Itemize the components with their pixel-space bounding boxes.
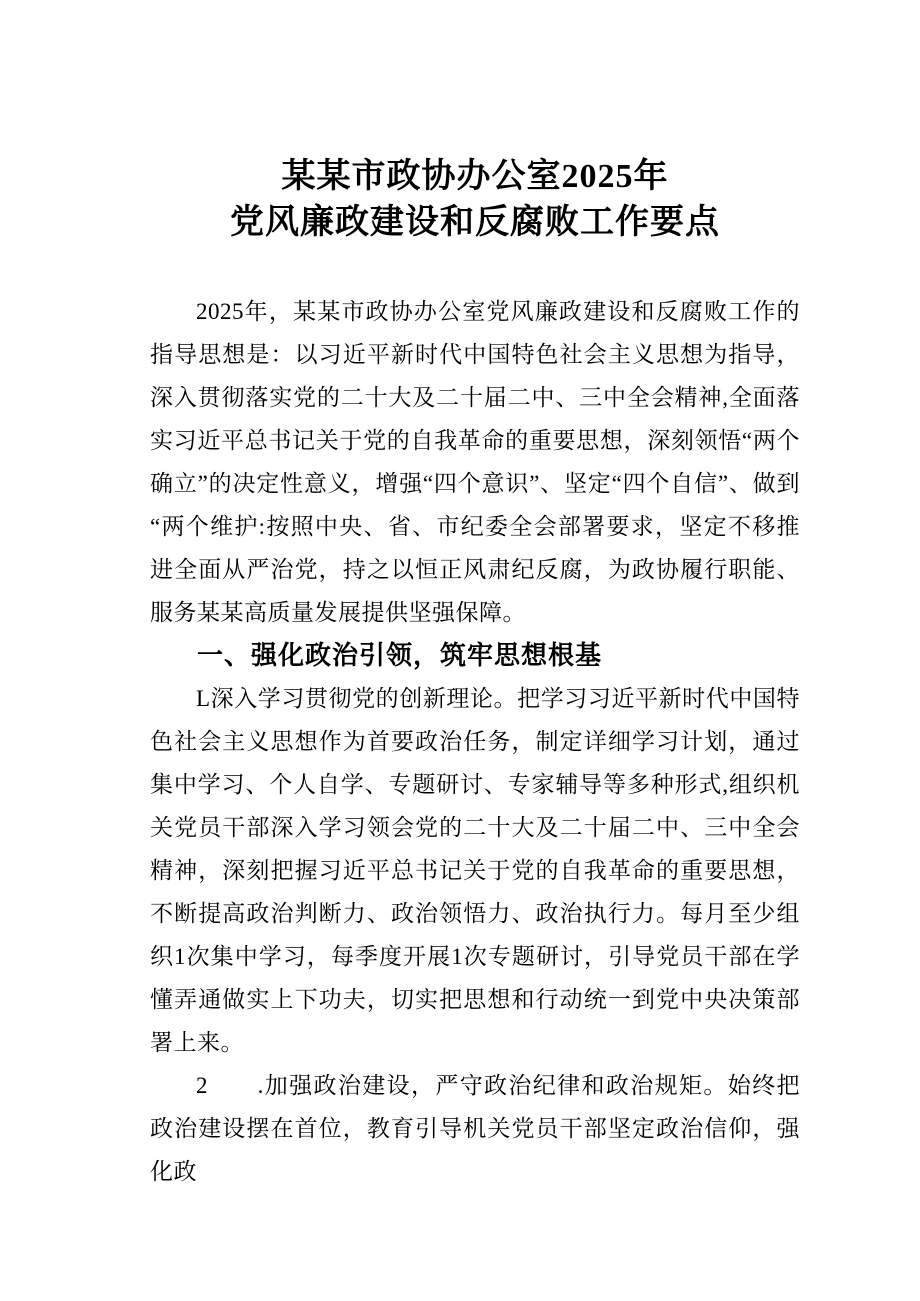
document-body (150, 290, 800, 1193)
intro-paragraph: 2025年，某某市政协办公室党风廉政建设和反腐败工作的指导思想是：以习近平新时代中国特色社会主义思想为指导，深入贯彻落实党的二十大及二十届二中、三中全会精神,全面落实习近平总书记关于党的自我革命的重要思想，深刻领悟“两个确立”的决定性意义，增强“四个意识”、坚定“四个自信”、做到“两个维护:按照中央、省、市纪委全会部署要求，坚定不移推进全面从严治党，持之以恒正风肃纪反腐，为政协履行职能、服务某某高质量发展提供坚强保障。 (150, 299, 800, 625)
document-title (150, 154, 800, 246)
document-title-line-1: 某某市政协办公室2025年 (281, 158, 669, 195)
document-content (150, 154, 800, 1193)
section-1-item-1: L深入学习贯彻党的创新理论。把学习习近平新时代中国特色社会主义思想作为首要政治任务，制定详细学习计划，通过集中学习、个人自学、专题研讨、专家辅导等多种形式,组织机关党员干部深入学习领会党的二十大及二十届二中、三中全会精神，深刻把握习近平总书记关于党的自我革命的重要思想，不断提高政治判断力、政治领悟力、政治执行力。每月至少组织1次集中学习，每季度开展1次专题研讨，引导党员干部在学懂弄通做实上下功夫，切实把思想和行动统一到党中央决策部署上来。 (150, 686, 800, 1055)
section-1-item-2: 2 .加强政治建设，严守政治纪律和政治规矩。始终把政治建设摆在首位，教育引导机关党员干部坚定政治信仰，强化政 (150, 1073, 800, 1184)
section-1-heading: 一、强化政治引领，筑牢思想根基 (197, 640, 603, 670)
document-title-line-2: 党风廉政建设和反腐败工作要点 (230, 204, 720, 241)
